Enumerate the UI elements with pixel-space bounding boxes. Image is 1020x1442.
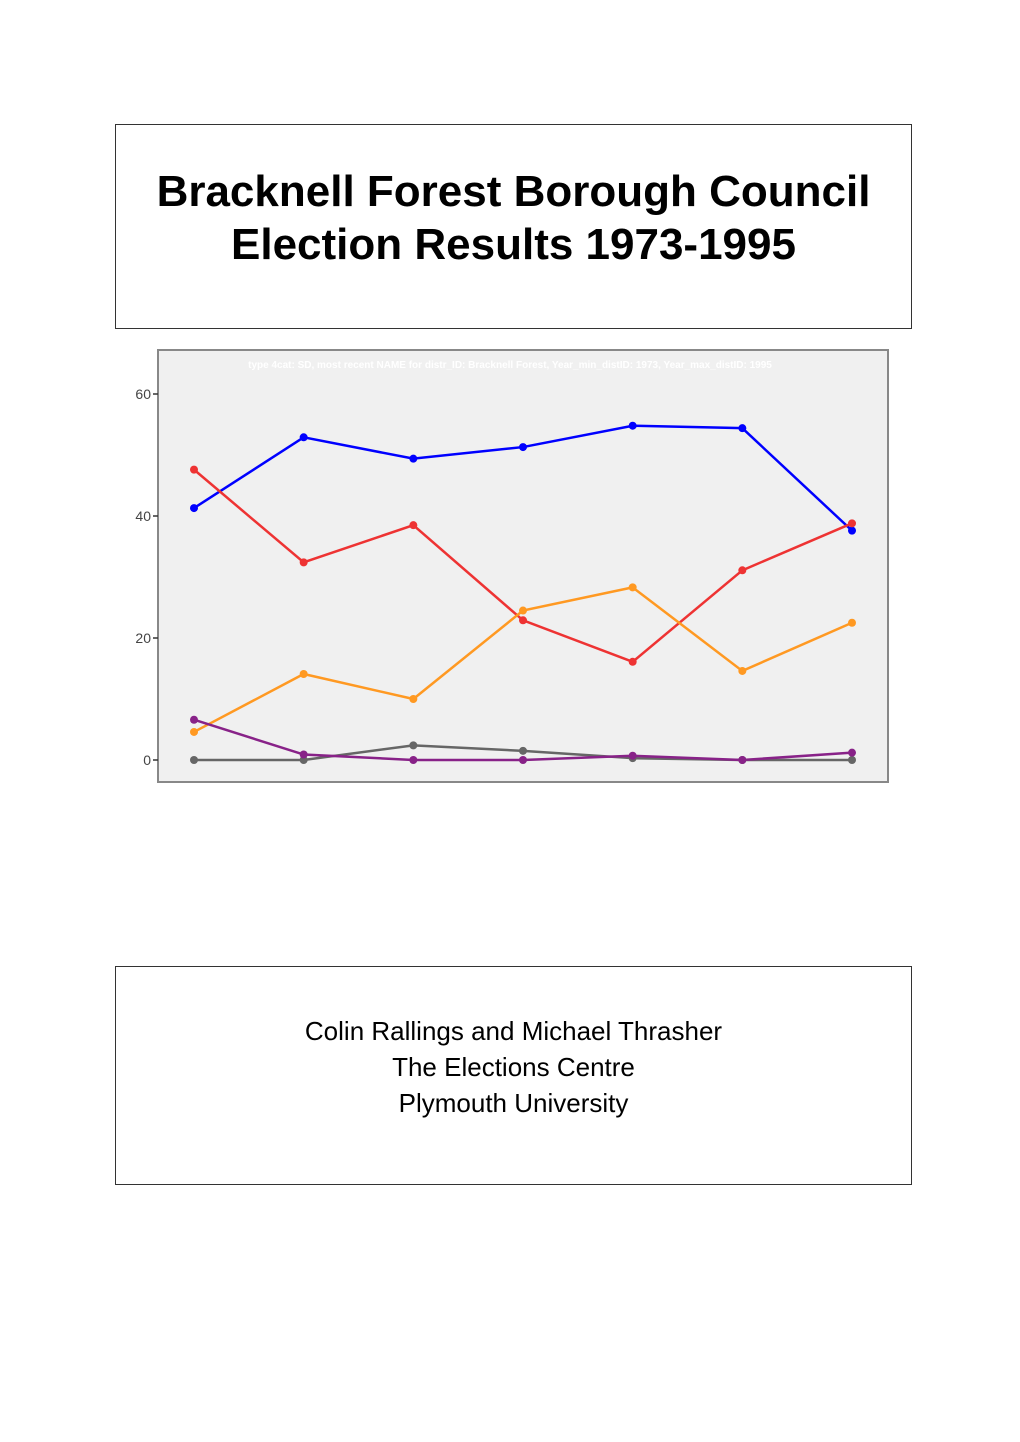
data-point [629,752,637,760]
data-point [629,422,637,430]
data-point [190,504,198,512]
data-point [848,619,856,627]
data-point [519,747,527,755]
data-point [300,751,308,759]
title-box [115,124,912,329]
data-point [519,443,527,451]
authors-university: Plymouth University [398,1088,629,1118]
y-tick-label: 20 [135,630,151,646]
data-point [409,455,417,463]
document-title-line-2: Election Results 1973-1995 [231,220,796,269]
data-point [300,433,308,441]
data-point [409,756,417,764]
data-point [300,558,308,566]
data-point [190,466,198,474]
data-point [848,749,856,757]
data-point [409,521,417,529]
author-box [115,966,912,1185]
authors-centre: The Elections Centre [392,1052,635,1082]
y-tick-label: 40 [135,508,151,524]
data-point [629,583,637,591]
data-point [738,566,746,574]
authors-names: Colin Rallings and Michael Thrasher [304,1016,723,1046]
y-tick-label: 0 [143,752,151,768]
data-point [738,424,746,432]
data-point [519,607,527,615]
data-point [848,756,856,764]
data-point [738,756,746,764]
data-point [409,695,417,703]
data-point [190,756,198,764]
data-point [519,616,527,624]
data-point [519,756,527,764]
data-point [738,667,746,675]
data-point [848,527,856,535]
data-point [190,716,198,724]
data-point [629,658,637,666]
line-chart [120,345,900,790]
data-point [409,741,417,749]
y-tick-label: 60 [135,386,151,402]
document-title-line-1: Bracknell Forest Borough Council [156,167,871,216]
data-point [300,670,308,678]
chart-watermark: type 4cat: SD, most recent NAME for distr_ID: Bracknell Forest, Year_min_distID: 1973, Year_max_distID: 1995 [248,360,772,371]
data-point [190,728,198,736]
y-axis [135,386,158,768]
data-point [848,519,856,527]
plot-panel [158,350,888,782]
chart-container [120,345,900,790]
